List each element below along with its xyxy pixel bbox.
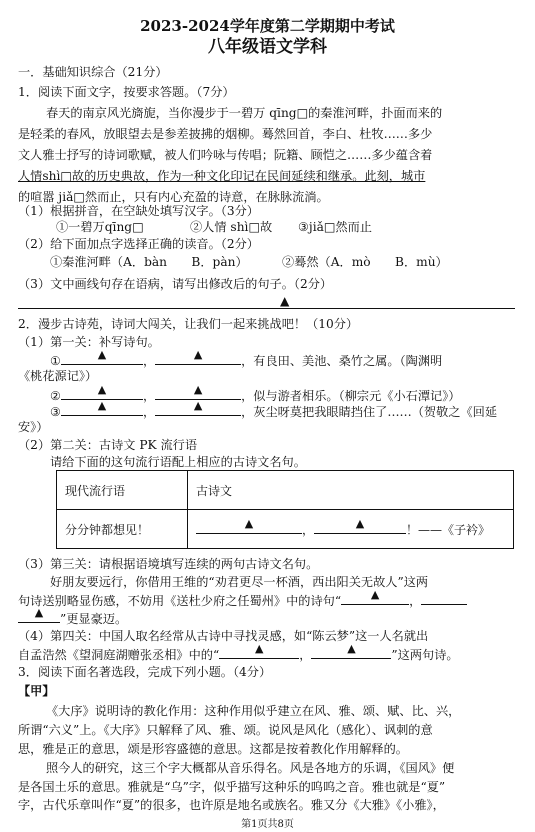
q3-paragraph-line: 所谓“六义”上。《大序》只解释了风、雅、颂。说风是风化（感化）、讽刺的意 <box>18 723 433 737</box>
pk-table <box>56 470 514 549</box>
q2-l1-line3: ③ ▲ ， ▲ ，灰尘呀莫把我眼睛挡住了……（贺敬之《回延 <box>50 399 498 419</box>
q3-paragraph-line: 是各国土乐的意思。雅就是“乌”字，似乎描写这种乐的呜呜之音。雅也就是“夏” <box>18 780 446 794</box>
q1-sub1-item: ③jiǎ□然而止 <box>298 220 372 234</box>
answer-blank[interactable] <box>421 592 467 605</box>
q2-l3-text: 好朋友要远行，你借用王维的“劝君更尽一杯酒，西出阳关无故人”这两 <box>50 575 429 589</box>
q1-sub2-item: ②蓦然（A．mò B．mù） <box>282 255 448 269</box>
table-cell: 分分钟都想见！ <box>57 510 188 549</box>
q3-paragraph-line: 字，古代乐章叫作“夏”的很多，也许原是地名或族名。雅又分《大雅》《小雅》， <box>18 798 445 812</box>
answer-blank[interactable]: ▲ <box>311 646 391 659</box>
answer-blank[interactable]: ▲ <box>155 403 241 416</box>
answer-blank[interactable]: ▲ <box>61 352 143 365</box>
q1-sub1-item: ①一碧万qīng□ <box>56 220 144 234</box>
q3-paragraph-line: 照今人的研究，这三个字大概都从音乐得名。风是各地方的乐调，《国风》便 <box>46 761 455 775</box>
table-answer-cell: ▲ ， ▲ ！——《子衿》 <box>188 510 514 549</box>
passage-line: 是轻柔的春风，放眼望去是参差披拂的烟柳。蓦然回首，李白、杜牧……多少 <box>18 127 433 141</box>
answer-blank[interactable]: ▲ <box>155 352 241 365</box>
q2-l3-text: ▲ ”更显豪迈。 <box>18 610 521 627</box>
passage-line: 文人雅士抒写的诗词歌赋，被人们吟咏与传唱；阮籍、顾恺之……多少蕴含着 <box>18 148 433 162</box>
exam-subject: 八年级语文学科 <box>208 37 327 57</box>
q3-paragraph-line: 《大序》说明诗的教化作用：这种作用似乎建立在风、雅、颂、赋、比、兴， <box>46 704 461 718</box>
answer-blank[interactable]: ▲ <box>61 403 143 416</box>
q3-paragraph-line: 思，雅是正的意思，颂是形容盛德的意思。这都是按着教化作用解释的。 <box>18 742 408 756</box>
q2-level2-instruction: 请给下面的这句流行语配上相应的古诗文名句。 <box>50 455 306 469</box>
q2-l1-line2: ② ▲ ， ▲ ，似与游者相乐。（柳宗元《小石潭记》） <box>50 383 461 403</box>
passage-line-underlined: 人情shì□故的历史典故，作为一种文化印记在民间延续和继承。此刻，城市 <box>18 169 426 183</box>
table-header-cell: 现代流行语 <box>57 471 188 510</box>
table-row <box>57 471 514 510</box>
q2-l4-text: 自孟浩然《望洞庭湖赠张丞相》中的“ ▲ ， ▲ ”这两句诗。 <box>18 642 459 662</box>
q2-l1-line1: ① ▲ ， ▲ ，有良田、美池、桑竹之属。（陶渊明 <box>50 348 443 368</box>
answer-blank[interactable]: ▲ <box>196 521 302 534</box>
q1-sub1-item: ②人情 shì□故 <box>190 220 273 234</box>
q2-l1-line1-cont: 《桃花源记》） <box>18 369 98 383</box>
answer-blank[interactable]: ▲ <box>61 387 143 400</box>
q1-sub2-item: ①秦淮河畔（A．bàn B．pàn） <box>50 255 248 269</box>
answer-blank[interactable]: ▲ <box>18 610 60 623</box>
q1-sub2: （2）给下面加点字选择正确的读音。（2分） <box>18 237 259 251</box>
page-number: 第1页共8页 <box>241 819 294 830</box>
q2-level2: （2）第二关：古诗文 PK 流行语 <box>18 438 198 452</box>
answer-line[interactable] <box>18 308 515 309</box>
q2-level4: （4）第四关：中国人取名经常从古诗中寻找灵感，如“陈云梦”这一人名就出 <box>18 629 429 643</box>
answer-blank-marker: ▲ <box>280 294 290 308</box>
answer-blank[interactable]: ▲ <box>219 646 299 659</box>
passage-line: 春天的南京风光旖旎，当你漫步于一碧万 qīng□的秦淮河畔，扑面而来的 <box>46 106 443 120</box>
answer-blank[interactable]: ▲ <box>155 387 241 400</box>
section-heading: 一．基础知识综合（21分） <box>18 65 168 79</box>
q1-sub3: （3）文中画线句存在语病，请写出修改后的句子。（2分） <box>18 277 333 291</box>
q1-prompt: 1．阅读下面文字，按要求答题。（7分） <box>18 85 235 99</box>
exam-title: 2023-2024学年度第二学期期中考试 <box>140 17 395 35</box>
q2-l3-text: 句诗送别略显伤感，不妨用《送杜少府之任蜀州》中的诗句“ ▲ ， <box>18 592 521 609</box>
q2-level1: （1）第一关：补写诗句。 <box>18 335 160 349</box>
q2-level3: （3）第三关：请根据语境填写连续的两句古诗文名句。 <box>18 557 319 571</box>
table-header-cell: 古诗文 <box>188 471 514 510</box>
answer-blank[interactable]: ▲ <box>314 521 406 534</box>
q1-sub1: （1）根据拼音，在空缺处填写汉字。（3分） <box>18 204 259 218</box>
q2-l1-line3-cont: 安》） <box>18 420 49 434</box>
table-row <box>57 510 514 549</box>
q3-label: 【甲】 <box>18 684 55 698</box>
answer-blank[interactable]: ▲ <box>341 592 409 605</box>
passage-line: 的喧嚣 jiǎ□然而止，只有内心充盈的诗意，在脉脉流淌。 <box>18 190 329 204</box>
q2-prompt: 2．漫步古诗苑，诗词大闯关，让我们一起来挑战吧！（10分） <box>18 317 359 331</box>
q3-prompt: 3．阅读下面名著选段，完成下列小题。（4分） <box>18 665 272 679</box>
